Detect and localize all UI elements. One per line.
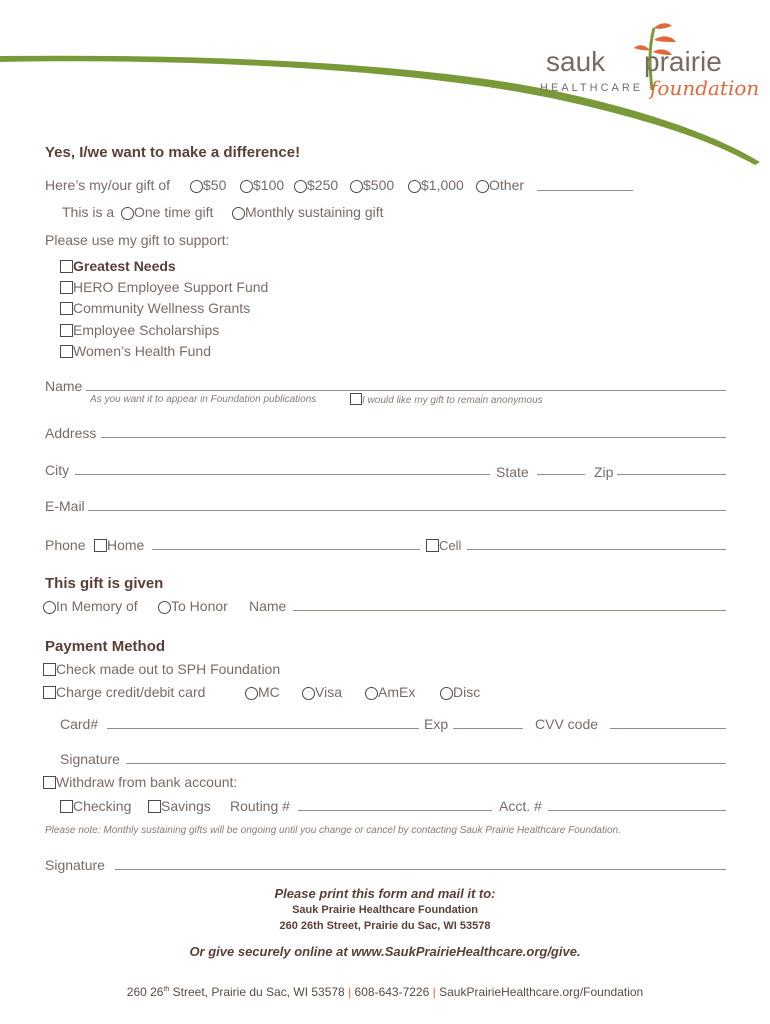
checkbox-icon[interactable]	[350, 393, 362, 405]
name-label: Name	[45, 378, 83, 394]
logo-sauk: sauk	[546, 46, 606, 77]
checkbox-icon[interactable]	[60, 800, 73, 813]
zip-field[interactable]	[617, 474, 726, 475]
gift-option-500[interactable]	[350, 177, 394, 193]
radio-icon[interactable]	[350, 180, 363, 193]
fund-community-wellness[interactable]	[60, 300, 250, 316]
checkbox-icon[interactable]	[43, 776, 56, 789]
option-label: Other	[489, 177, 525, 193]
checkbox-icon[interactable]	[43, 686, 56, 699]
email-label: E-Mail	[45, 498, 85, 514]
checking-option[interactable]	[60, 798, 131, 814]
radio-icon[interactable]	[302, 687, 315, 700]
fund-label: Employee Scholarships	[73, 322, 220, 338]
cvv-label: CVV code	[535, 716, 599, 732]
acct-label: Acct. #	[499, 798, 542, 814]
support-label: Please use my gift to support:	[45, 232, 230, 248]
radio-icon[interactable]	[232, 207, 245, 220]
radio-icon[interactable]	[121, 207, 134, 220]
card-visa-option[interactable]	[302, 684, 342, 700]
radio-icon[interactable]	[190, 180, 203, 193]
acct-field[interactable]	[548, 810, 726, 811]
card-signature-field[interactable]	[126, 763, 726, 764]
savings-option[interactable]	[148, 798, 211, 814]
home-phone-field[interactable]	[152, 549, 420, 550]
footer-separator: |	[432, 985, 436, 999]
fund-label: Community Wellness Grants	[73, 300, 251, 316]
fund-label: HERO Employee Support Fund	[73, 279, 269, 295]
state-field[interactable]	[537, 474, 585, 475]
option-label: Withdraw from bank account:	[56, 774, 238, 790]
card-signature-label: Signature	[60, 751, 120, 767]
option-label: To Honor	[171, 598, 228, 614]
fund-label: Greatest Needs	[73, 258, 176, 274]
home-label: Home	[107, 537, 145, 553]
logo-prairie: prairie	[644, 46, 722, 77]
option-label: Check made out to SPH Foundation	[56, 661, 281, 677]
tribute-name-label: Name	[249, 598, 287, 614]
option-label: MC	[258, 684, 280, 700]
one-time-gift-option[interactable]	[121, 204, 213, 220]
checkbox-icon[interactable]	[60, 345, 73, 358]
frequency-label: This is a	[62, 204, 115, 220]
fund-label: Women’s Health Fund	[73, 343, 211, 359]
option-label: Charge credit/debit card	[56, 684, 206, 700]
monthly-gift-option[interactable]	[232, 204, 384, 220]
cvv-field[interactable]	[610, 728, 726, 729]
fund-womens-health[interactable]	[60, 343, 211, 359]
payment-heading: Payment Method	[45, 638, 166, 655]
gift-option-250[interactable]	[294, 177, 338, 193]
option-label: Savings	[161, 798, 211, 814]
option-label: Disc	[453, 684, 481, 700]
footer-website-link[interactable]: SaukPrairieHealthcare.org/Foundation	[439, 985, 644, 999]
option-label: Monthly sustaining gift	[245, 204, 384, 220]
radio-icon[interactable]	[245, 687, 258, 700]
phone-label: Phone	[45, 537, 86, 553]
address-field[interactable]	[101, 437, 726, 438]
monthly-note: Please note: Monthly sustaining gifts will be ongoing until you change or cancel by contacting Sauk Prairie Healthcare Foundation.	[45, 825, 621, 836]
checkbox-icon[interactable]	[60, 324, 73, 337]
signature-label: Signature	[45, 857, 105, 873]
option-label: $250	[307, 177, 339, 193]
footer-phone: 608-643-7226	[354, 985, 430, 999]
page-title: Yes, I/we want to make a difference!	[45, 144, 301, 161]
tribute-name-field[interactable]	[293, 610, 726, 611]
option-label: Checking	[73, 798, 132, 814]
city-label: City	[45, 462, 70, 478]
option-label: $500	[363, 177, 395, 193]
fund-greatest-needs[interactable]	[60, 258, 176, 274]
footer	[0, 985, 770, 999]
checkbox-icon[interactable]	[60, 302, 73, 315]
email-field[interactable]	[88, 510, 726, 511]
phone-cell-option[interactable]	[426, 538, 461, 553]
option-label: AmEx	[378, 684, 416, 700]
in-memory-option[interactable]	[43, 598, 138, 614]
mail-org: Sauk Prairie Healthcare Foundation	[292, 904, 478, 916]
radio-icon[interactable]	[43, 601, 56, 614]
zip-label: Zip	[594, 464, 614, 480]
footer-address: 260 26th Street, Prairie du Sac, WI 53578	[126, 985, 345, 999]
city-field[interactable]	[75, 474, 490, 475]
other-amount-field[interactable]	[537, 190, 633, 191]
phone-home-option[interactable]	[94, 537, 144, 553]
payment-withdraw-option[interactable]	[43, 774, 237, 790]
gift-label: Here’s my/our gift of	[45, 177, 171, 193]
state-label: State	[496, 464, 529, 480]
checkbox-icon[interactable]	[426, 539, 439, 552]
online-giving-text: Or give securely online at www.SaukPrairieHealthcare.org/give.	[189, 944, 581, 959]
anonymous-label: I would like my gift to remain anonymous	[362, 395, 543, 406]
gift-option-50[interactable]	[190, 177, 226, 193]
checkbox-icon[interactable]	[43, 663, 56, 676]
anonymous-option[interactable]	[350, 393, 543, 406]
mail-heading: Please print this form and mail it to:	[274, 886, 496, 901]
to-honor-option[interactable]	[158, 598, 228, 614]
footer-separator: |	[348, 985, 352, 999]
payment-check-option[interactable]	[43, 661, 280, 677]
option-label: $1,000	[421, 177, 464, 193]
routing-label: Routing #	[230, 798, 290, 814]
payment-charge-option[interactable]	[43, 684, 205, 700]
tribute-heading: This gift is given	[45, 575, 164, 592]
logo-healthcare: HEALTHCARE	[540, 82, 644, 94]
gift-option-100[interactable]	[240, 177, 284, 193]
radio-icon[interactable]	[158, 601, 171, 614]
checkbox-icon[interactable]	[148, 800, 161, 813]
card-mc-option[interactable]	[245, 684, 280, 700]
name-hint: As you want it to appear in Foundation publications	[90, 394, 317, 405]
logo-foundation: foundation	[650, 76, 760, 100]
checkbox-icon[interactable]	[60, 281, 73, 294]
cell-phone-field[interactable]	[467, 549, 726, 550]
exp-field[interactable]	[453, 728, 523, 729]
checkbox-icon[interactable]	[60, 260, 73, 273]
radio-icon[interactable]	[408, 180, 421, 193]
option-label: $100	[253, 177, 285, 193]
gift-option-1000[interactable]	[408, 177, 464, 193]
address-label: Address	[45, 425, 97, 441]
card-disc-option[interactable]	[440, 684, 480, 700]
exp-label: Exp	[424, 716, 449, 732]
card-amex-option[interactable]	[365, 684, 415, 700]
signature-field[interactable]	[115, 869, 726, 870]
radio-icon[interactable]	[365, 687, 378, 700]
card-number-field[interactable]	[107, 728, 419, 729]
fund-employee-scholarships[interactable]	[60, 322, 219, 338]
card-number-label: Card#	[60, 716, 99, 732]
radio-icon[interactable]	[440, 687, 453, 700]
fund-hero[interactable]	[60, 279, 268, 295]
name-field[interactable]	[86, 390, 726, 391]
mail-street: 260 26th Street, Prairie du Sac, WI 53578	[279, 920, 491, 932]
radio-icon[interactable]	[294, 180, 307, 193]
logo	[540, 20, 760, 110]
option-label: Visa	[315, 684, 342, 700]
gift-option-other[interactable]	[476, 177, 524, 193]
option-label: $50	[203, 177, 227, 193]
radio-icon[interactable]	[476, 180, 489, 193]
cell-label: Cell	[439, 538, 462, 553]
option-label: One time gift	[134, 204, 214, 220]
checkbox-icon[interactable]	[94, 539, 107, 552]
option-label: In Memory of	[56, 598, 138, 614]
radio-icon[interactable]	[240, 180, 253, 193]
routing-field[interactable]	[298, 810, 492, 811]
